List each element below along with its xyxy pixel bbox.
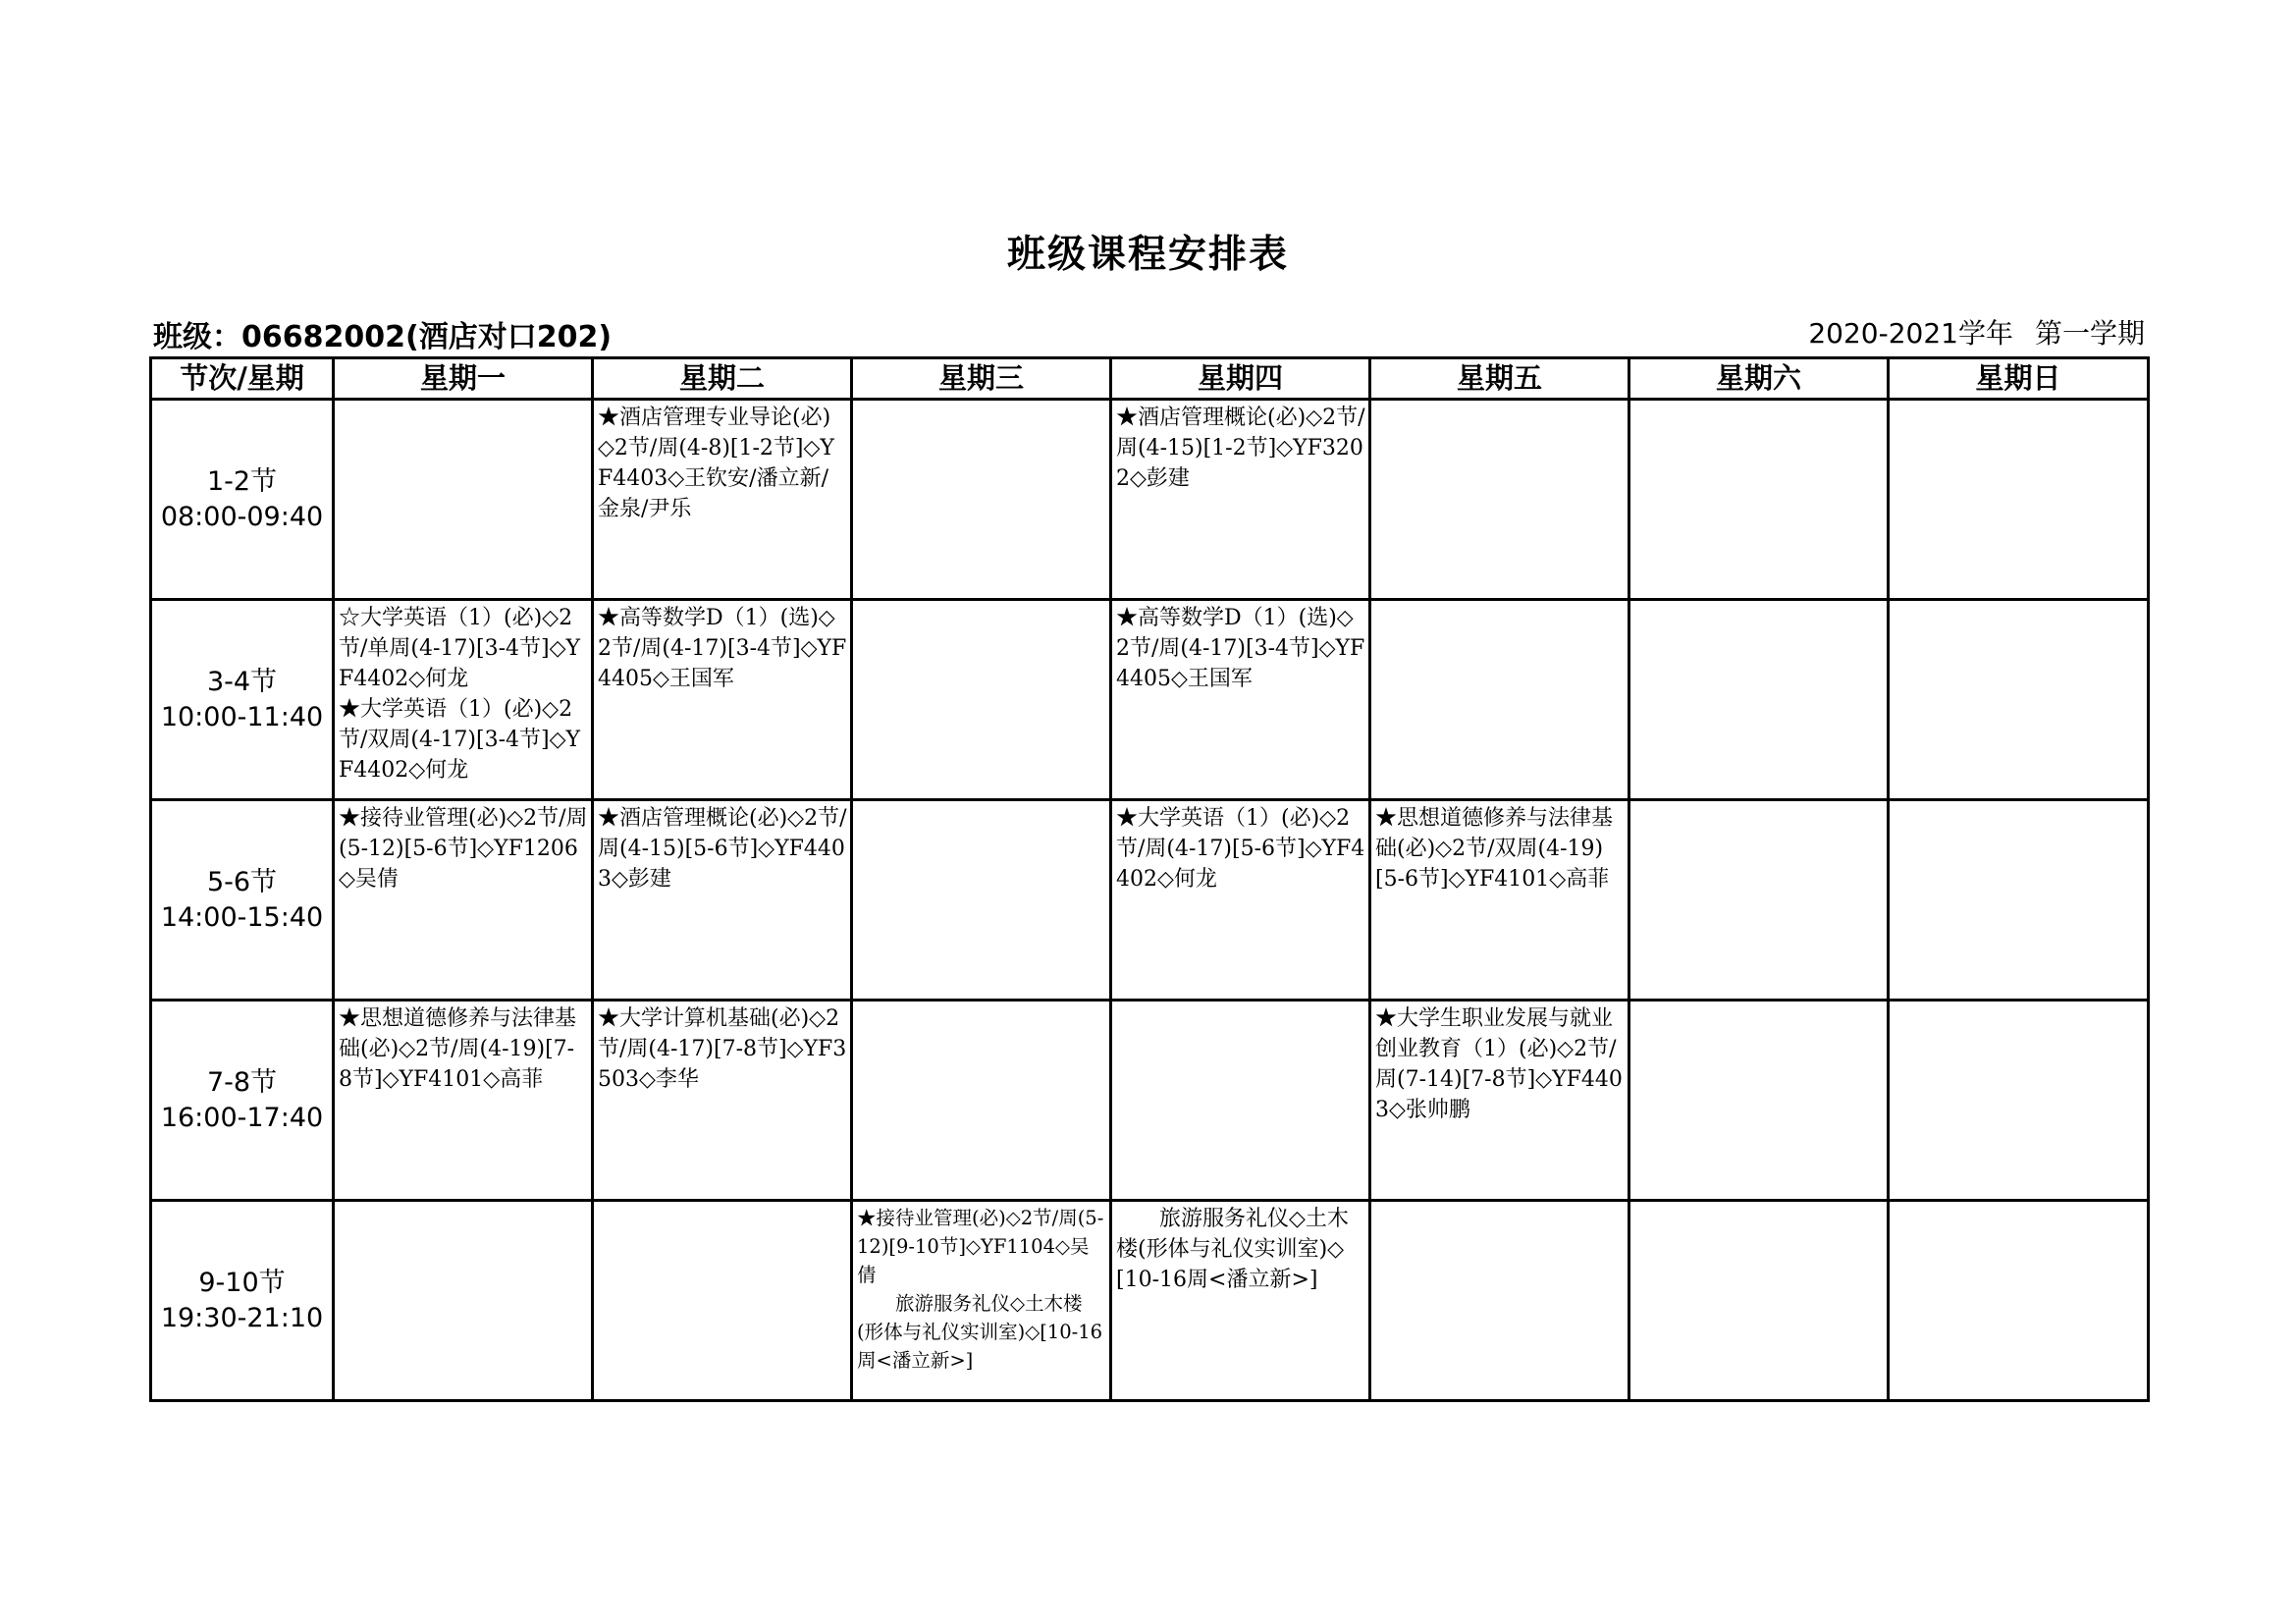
- schedule-cell-saturday: [1629, 1001, 1889, 1201]
- course-entry: ★大学英语（1）(必)◇2节/双周(4-17)[3-4节]◇YF4402◇何龙: [339, 697, 581, 783]
- schedule-cell-thursday: [1111, 400, 1370, 600]
- course-entry: ★高等数学D（1）(选)◇2节/周(4-17)[3-4节]◇YF4405◇王国军: [598, 606, 847, 691]
- period-time: 16:00-17:40: [160, 1102, 324, 1133]
- schedule-cell-saturday: [1629, 800, 1889, 1001]
- schedule-cell-saturday: [1629, 600, 1889, 800]
- schedule-cell-tuesday: [593, 800, 852, 1001]
- page-title: 班级课程安排表: [1006, 233, 1289, 277]
- course-entry: ★酒店管理概论(必)◇2节/周(4-15)[5-6节]◇YF4403◇彭建: [598, 806, 847, 892]
- period-time: 14:00-15:40: [160, 901, 324, 933]
- course-entry: ★高等数学D（1）(选)◇2节/周(4-17)[3-4节]◇YF4405◇王国军: [1116, 606, 1365, 691]
- schedule-cell-wednesday: [852, 1001, 1111, 1201]
- header-day-sunday: 星期日: [1889, 358, 2149, 400]
- period-cell: [151, 800, 334, 1001]
- course-entry: ★酒店管理概论(必)◇2节/周(4-15)[1-2节]◇YF3202◇彭建: [1116, 406, 1365, 491]
- period-label: 7-8节: [206, 1066, 278, 1098]
- period-cell: [151, 1201, 334, 1401]
- semester: 第一学期: [2034, 317, 2145, 350]
- schedule-cell-friday: [1370, 1201, 1629, 1401]
- schedule-cell-saturday: [1629, 1201, 1889, 1401]
- course-entry: 旅游服务礼仪◇土木楼(形体与礼仪实训室)◇[10-16周<潘立新>]: [857, 1292, 1103, 1372]
- schedule-table: [149, 356, 2150, 1402]
- period-label: 3-4节: [206, 666, 278, 697]
- period-cell: [151, 600, 334, 800]
- schedule-cell-monday: [334, 1201, 593, 1401]
- course-entry: ★接待业管理(必)◇2节/周(5-12)[9-10节]◇YF1104◇吴倩: [857, 1207, 1104, 1286]
- course-entry: ★大学生职业发展与就业创业教育（1）(必)◇2节/周(7-14)[7-8节]◇YF4403◇张帅鹏: [1375, 1006, 1623, 1122]
- schedule-row: [151, 600, 2149, 800]
- course-entry: 旅游服务礼仪◇土木楼(形体与礼仪实训室)◇[10-16周<潘立新>]: [1116, 1207, 1349, 1292]
- schedule-cell-tuesday: [593, 1201, 852, 1401]
- schedule-cell-friday: [1370, 400, 1629, 600]
- schedule-cell-friday: [1370, 600, 1629, 800]
- schedule-cell-wednesday: [852, 400, 1111, 600]
- header-day-tuesday: 星期二: [593, 358, 852, 400]
- header-day-monday: 星期一: [334, 358, 593, 400]
- course-entry: ★思想道德修养与法律基础(必)◇2节/周(4-19)[7-8节]◇YF4101◇高菲: [339, 1006, 577, 1092]
- course-entry: ★接待业管理(必)◇2节/周(5-12)[5-6节]◇YF1206◇吴倩: [339, 806, 588, 892]
- period-label: 1-2节: [206, 465, 278, 497]
- schedule-cell-tuesday: [593, 1001, 852, 1201]
- course-entry: ★大学计算机基础(必)◇2节/周(4-17)[7-8节]◇YF3503◇李华: [598, 1006, 847, 1092]
- period-time: 08:00-09:40: [160, 501, 324, 532]
- period-label: 5-6节: [206, 866, 278, 897]
- period-time: 10:00-11:40: [160, 701, 324, 732]
- schedule-row: [151, 1001, 2149, 1201]
- header-day-friday: 星期五: [1370, 358, 1629, 400]
- schedule-cell-wednesday: [852, 800, 1111, 1001]
- class-label: 班级：06682002(酒店对口202): [153, 320, 613, 354]
- schedule-cell-sunday: [1889, 400, 2149, 600]
- schedule-cell-sunday: [1889, 1201, 2149, 1401]
- course-entry: ★思想道德修养与法律基础(必)◇2节/双周(4-19)[5-6节]◇YF4101◇高菲: [1375, 806, 1614, 892]
- schedule-cell-sunday: [1889, 800, 2149, 1001]
- schedule-cell-sunday: [1889, 600, 2149, 800]
- schedule-cell-tuesday: [593, 400, 852, 600]
- schedule-cell-thursday: [1111, 800, 1370, 1001]
- schedule-cell-wednesday: [852, 1201, 1111, 1401]
- schedule-row: [151, 1201, 2149, 1401]
- academic-year: 2020-2021学年: [1808, 317, 2013, 350]
- header-day-saturday: 星期六: [1629, 358, 1889, 400]
- course-entry: ★酒店管理专业导论(必)◇2节/周(4-8)[1-2节]◇YF4403◇王钦安/潘立新/金泉/尹乐: [598, 406, 834, 521]
- schedule-cell-thursday: [1111, 1001, 1370, 1201]
- schedule-row: [151, 800, 2149, 1001]
- schedule-cell-friday: [1370, 800, 1629, 1001]
- period-label: 9-10节: [198, 1267, 286, 1298]
- header-day-thursday: 星期四: [1111, 358, 1370, 400]
- schedule-cell-monday: [334, 800, 593, 1001]
- period-time: 19:30-21:10: [160, 1302, 324, 1333]
- schedule-cell-tuesday: [593, 600, 852, 800]
- period-cell: [151, 400, 334, 600]
- schedule-cell-monday: [334, 1001, 593, 1201]
- header-row: [151, 358, 2149, 400]
- schedule-cell-wednesday: [852, 600, 1111, 800]
- schedule-cell-saturday: [1629, 400, 1889, 600]
- schedule-cell-monday: [334, 400, 593, 600]
- schedule-cell-sunday: [1889, 1001, 2149, 1201]
- schedule-cell-friday: [1370, 1001, 1629, 1201]
- schedule-cell-monday: [334, 600, 593, 800]
- schedule-row: [151, 400, 2149, 600]
- course-entry: ☆大学英语（1）(必)◇2节/单周(4-17)[3-4节]◇YF4402◇何龙: [339, 606, 581, 691]
- schedule-cell-thursday: [1111, 1201, 1370, 1401]
- term-info: [1808, 312, 2145, 352]
- header-corner: 节次/星期: [151, 358, 334, 400]
- schedule-cell-thursday: [1111, 600, 1370, 800]
- period-cell: [151, 1001, 334, 1201]
- course-entry: ★大学英语（1）(必)◇2节/周(4-17)[5-6节]◇YF4402◇何龙: [1116, 806, 1365, 892]
- header-day-wednesday: 星期三: [852, 358, 1111, 400]
